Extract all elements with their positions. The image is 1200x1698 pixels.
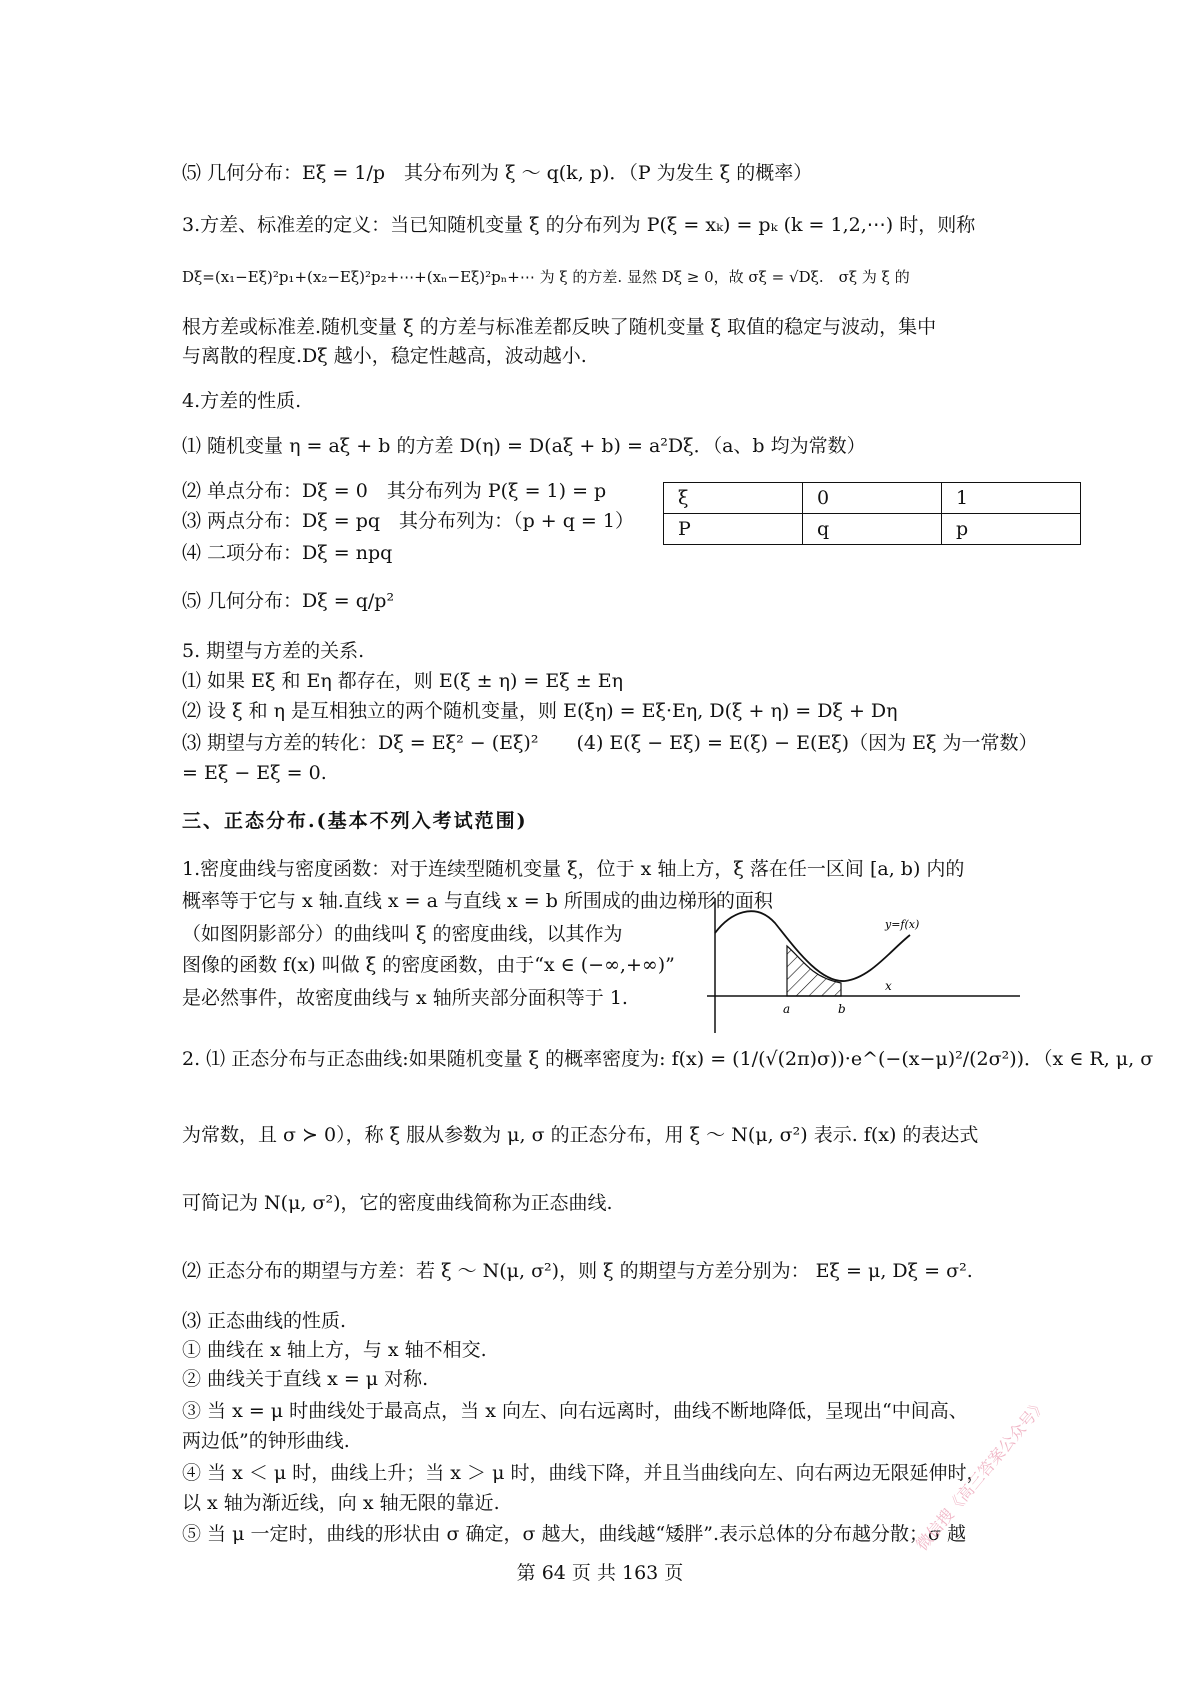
table-cell: ξ	[664, 483, 803, 514]
text-line-l18: 1.密度曲线与密度函数：对于连续型随机变量 ξ，位于 x 轴上方，ξ 落在任一区间 [a, b) 内的	[182, 858, 965, 880]
table-cell: q	[803, 514, 942, 545]
text-line-l22: 是必然事件，故密度曲线与 x 轴所夹部分面积等于 1.	[182, 987, 628, 1009]
text-line-l28: ① 曲线在 x 轴上方，与 x 轴不相交.	[182, 1339, 487, 1361]
text-line-l25: 可简记为 N(μ, σ²)，它的密度曲线简称为正态曲线.	[182, 1192, 613, 1214]
text-line-l30: ③ 当 x = μ 时曲线处于最高点，当 x 向左、向右远离时，曲线不断地降低，呈现出“中间高、	[182, 1400, 968, 1422]
text-line-l19: 概率等于它与 x 轴.直线 x = a 与直线 x = b 所围成的曲边梯形的面积	[182, 890, 773, 912]
text-line-l31: 两边低”的钟形曲线.	[182, 1430, 350, 1452]
a-label: a	[783, 1002, 791, 1016]
shaded-region	[787, 946, 841, 996]
text-line-l2: 3.方差、标准差的定义：当已知随机变量 ξ 的分布列为 P(ξ = xₖ) = pₖ (k = 1,2,⋯) 时，则称	[182, 214, 976, 236]
x-axis-label: x	[885, 979, 892, 993]
text-line-l4: 根方差或标准差.随机变量 ξ 的方差与标准差都反映了随机变量 ξ 取值的稳定与波动，集中	[182, 316, 937, 338]
text-line-l23: 2. ⑴ 正态分布与正态曲线:如果随机变量 ξ 的概率密度为: f(x) = (1/(√(2π)σ))·e^(−(x−μ)²/(2σ²))．（x ∈ R, μ, σ	[182, 1048, 1154, 1070]
text-line-l34: ⑤ 当 μ 一定时，曲线的形状由 σ 确定，σ 越大，曲线越“矮胖”.表示总体的分布越分散；σ 越	[182, 1523, 967, 1545]
distribution-table	[663, 482, 1081, 545]
text-line-l33: 以 x 轴为渐近线，向 x 轴无限的靠近.	[182, 1492, 500, 1514]
page-footer: 第 64 页 共 163 页	[516, 1562, 684, 1584]
text-line-l5: 与离散的程度.Dξ 越小，稳定性越高，波动越小.	[182, 345, 587, 367]
text-line-l29: ② 曲线关于直线 x = μ 对称.	[182, 1368, 429, 1390]
b-label: b	[838, 1002, 846, 1016]
text-line-l16: = Eξ − Eξ = 0.	[182, 762, 327, 784]
table-cell: 1	[942, 483, 1081, 514]
text-line-l17: 三、正态分布.(基本不列入考试范围)	[182, 810, 528, 832]
table-cell: p	[942, 514, 1081, 545]
text-line-l3: Dξ=(x₁−Eξ)²p₁+(x₂−Eξ)²p₂+⋯+(xₙ−Eξ)²pₙ+⋯ 为 ξ 的方差. 显然 Dξ ≥ 0，故 σξ = √Dξ. σξ 为 ξ 的	[182, 268, 910, 286]
text-line-l13: ⑴ 如果 Eξ 和 Eη 都存在，则 E(ξ ± η) = Eξ ± Eη	[182, 670, 623, 692]
text-line-l14: ⑵ 设 ξ 和 η 是互相独立的两个随机变量，则 E(ξη) = Eξ·Eη, D(ξ + η) = Dξ + Dη	[182, 700, 898, 722]
text-line-l15: ⑶ 期望与方差的转化：Dξ = Eξ² − (Eξ)² (4) E(ξ − Eξ) = E(ξ) − E(Eξ)（因为 Eξ 为一常数）	[182, 732, 1038, 754]
table-row	[664, 514, 1081, 545]
text-line-l32: ④ 当 x ＜ μ 时，曲线上升；当 x ＞ μ 时，曲线下降，并且当曲线向左、向右两边无限延伸时，	[182, 1462, 986, 1484]
text-line-l24: 为常数，且 σ ≻ 0），称 ξ 服从参数为 μ, σ 的正态分布，用 ξ ～ N(μ, σ²) 表示. f(x) 的表达式	[182, 1124, 979, 1146]
text-line-l9: ⑶ 两点分布：Dξ = pq 其分布列为：（p + q = 1）	[182, 510, 634, 532]
text-line-l27: ⑶ 正态曲线的性质.	[182, 1310, 347, 1332]
table-cell: P	[664, 514, 803, 545]
text-line-l26: ⑵ 正态分布的期望与方差：若 ξ ～ N(μ, σ²)，则 ξ 的期望与方差分别为： Eξ = μ, Dξ = σ².	[182, 1260, 973, 1282]
text-line-l10: ⑷ 二项分布：Dξ = npq	[182, 542, 393, 564]
table-cell: 0	[803, 483, 942, 514]
text-line-l7: ⑴ 随机变量 η = aξ + b 的方差 D(η) = D(aξ + b) = a²Dξ．（a、b 均为常数）	[182, 435, 866, 457]
text-line-l6: 4.方差的性质.	[182, 390, 302, 412]
text-line-l1: ⑸ 几何分布：Eξ = 1/p 其分布列为 ξ ～ q(k, p)．（P 为发生 ξ 的概率）	[182, 162, 813, 184]
text-line-l8: ⑵ 单点分布：Dξ = 0 其分布列为 P(ξ = 1) = p	[182, 480, 607, 502]
curve-label: y=f(x)	[885, 918, 920, 931]
table-row	[664, 483, 1081, 514]
watermark: 微信搜《高三答案公众号》	[912, 1394, 1051, 1555]
text-line-l12: 5. 期望与方差的关系.	[182, 640, 365, 662]
text-line-l20: （如图阴影部分）的曲线叫 ξ 的密度曲线，以其作为	[182, 923, 623, 945]
density-curve-figure	[695, 893, 1025, 1038]
text-line-l11: ⑸ 几何分布：Dξ = q/p²	[182, 590, 395, 612]
text-line-l21: 图像的函数 f(x) 叫做 ξ 的密度函数，由于“x ∈ (−∞,+∞)”	[182, 954, 675, 976]
